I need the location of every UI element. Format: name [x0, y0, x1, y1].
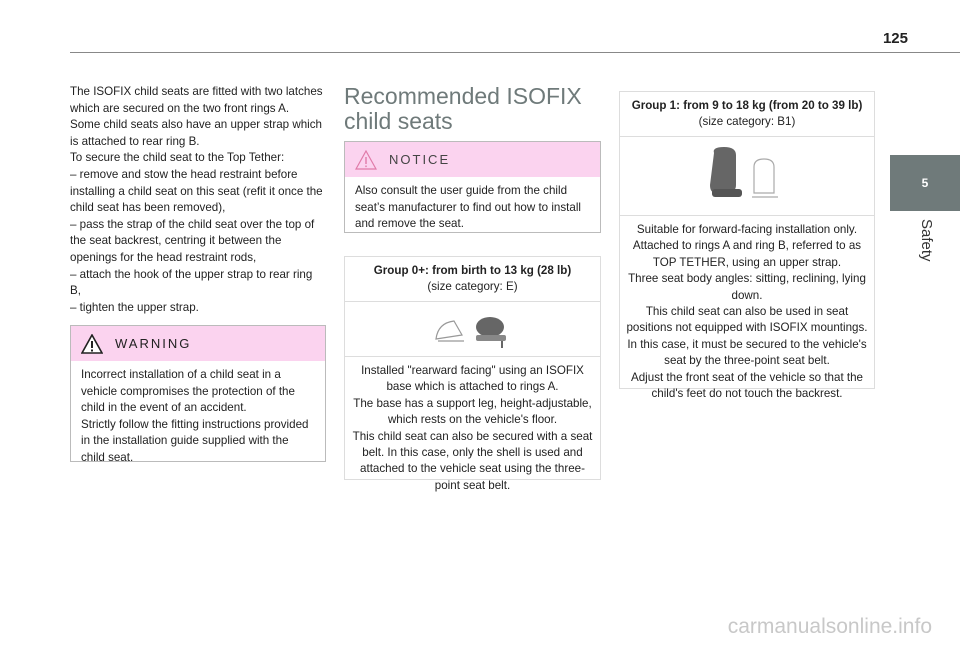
group0-line: The base has a support leg, height-adjustable, which rests on the vehicle's floor. [353, 396, 592, 427]
warning-line: Strictly follow the fitting instructions provided in the installation guide supplied with the child seat. [81, 417, 309, 464]
warning-label: WARNING [115, 336, 192, 351]
watermark: carmanualsonline.info [727, 615, 932, 638]
intro-line: – pass the strap of the child seat over the top of the seat backrest, centring it between the openings for the head restraint rods, [70, 217, 315, 264]
child-seat-icon [702, 145, 792, 207]
notice-icon [355, 150, 377, 170]
warning-body [71, 361, 325, 475]
group1-title-block [620, 92, 874, 137]
intro-text [70, 84, 326, 316]
chapter-title: Safety [918, 219, 935, 262]
page-number: 125 [882, 30, 908, 47]
group0-card [344, 256, 601, 492]
intro-line: – remove and stow the head restraint before installing a child seat on this seat (refit it once the child seat has been removed), [70, 167, 323, 215]
group0-size: (size category: E) [427, 280, 518, 293]
notice-header [345, 142, 600, 177]
chapter-tab[interactable]: 5 [890, 155, 960, 211]
intro-line: – tighten the upper strap. [70, 300, 199, 314]
group0-description [345, 357, 600, 500]
notice-text: Also consult the user guide from the child seat’s manufacturer to find out how to install and remove the seat. [355, 184, 581, 231]
warning-header [71, 326, 325, 361]
warning-line: Incorrect installation of a child seat in a vehicle compromises the protection of the child in the event of an accident. [81, 368, 295, 415]
group0-line: Installed "rearward facing" using an ISOFIX base which is attached to rings A. [361, 364, 584, 394]
group1-size: (size category: B1) [698, 115, 796, 128]
group1-line: Attached to rings A and ring B, referred to as TOP TETHER, using an upper strap. [632, 239, 862, 269]
header-rule [70, 52, 960, 53]
intro-line: The ISOFIX child seats are fitted with two latches which are secured on the two front rings A. [70, 85, 323, 115]
group0-title-block [345, 257, 600, 302]
group1-card [619, 91, 875, 401]
group1-description [620, 216, 874, 408]
group1-line: This child seat can also be used in seat positions not equipped with ISOFIX mountings. In this case, it must be secured to the vehicle's seat by the three-point seat belt. [626, 305, 868, 368]
intro-line: To secure the child seat to the Top Tether: [70, 151, 285, 165]
warning-icon [81, 334, 103, 354]
group0-image [345, 302, 600, 357]
warning-box [70, 325, 326, 462]
group1-line: Suitable for forward-facing installation only. [636, 223, 858, 236]
group1-line: Adjust the front seat of the vehicle so that the child's feet do not touch the backrest. [630, 370, 864, 401]
section-title: Recommended ISOFIX child seats [344, 83, 582, 134]
notice-label: NOTICE [389, 152, 451, 167]
group1-title: Group 1: from 9 to 18 kg (from 20 to 39 lb) [631, 99, 863, 112]
group1-line: Three seat body angles: sitting, reclining, lying down. [628, 272, 866, 302]
group0-title: Group 0+: from birth to 13 kg (28 lb) [373, 264, 572, 277]
notice-box [344, 141, 601, 233]
group1-image [620, 137, 874, 216]
infant-carrier-icon [428, 309, 518, 349]
chapter-side-label [890, 211, 960, 311]
intro-line: Some child seats also have an upper strap which is attached to rear ring B. [70, 118, 322, 148]
intro-line: – attach the hook of the upper strap to rear ring B, [70, 267, 313, 298]
group0-line: This child seat can also be secured with a seat belt. In this case, only the shell is used and attached to the vehicle seat using the three-point seat belt. [352, 429, 593, 492]
